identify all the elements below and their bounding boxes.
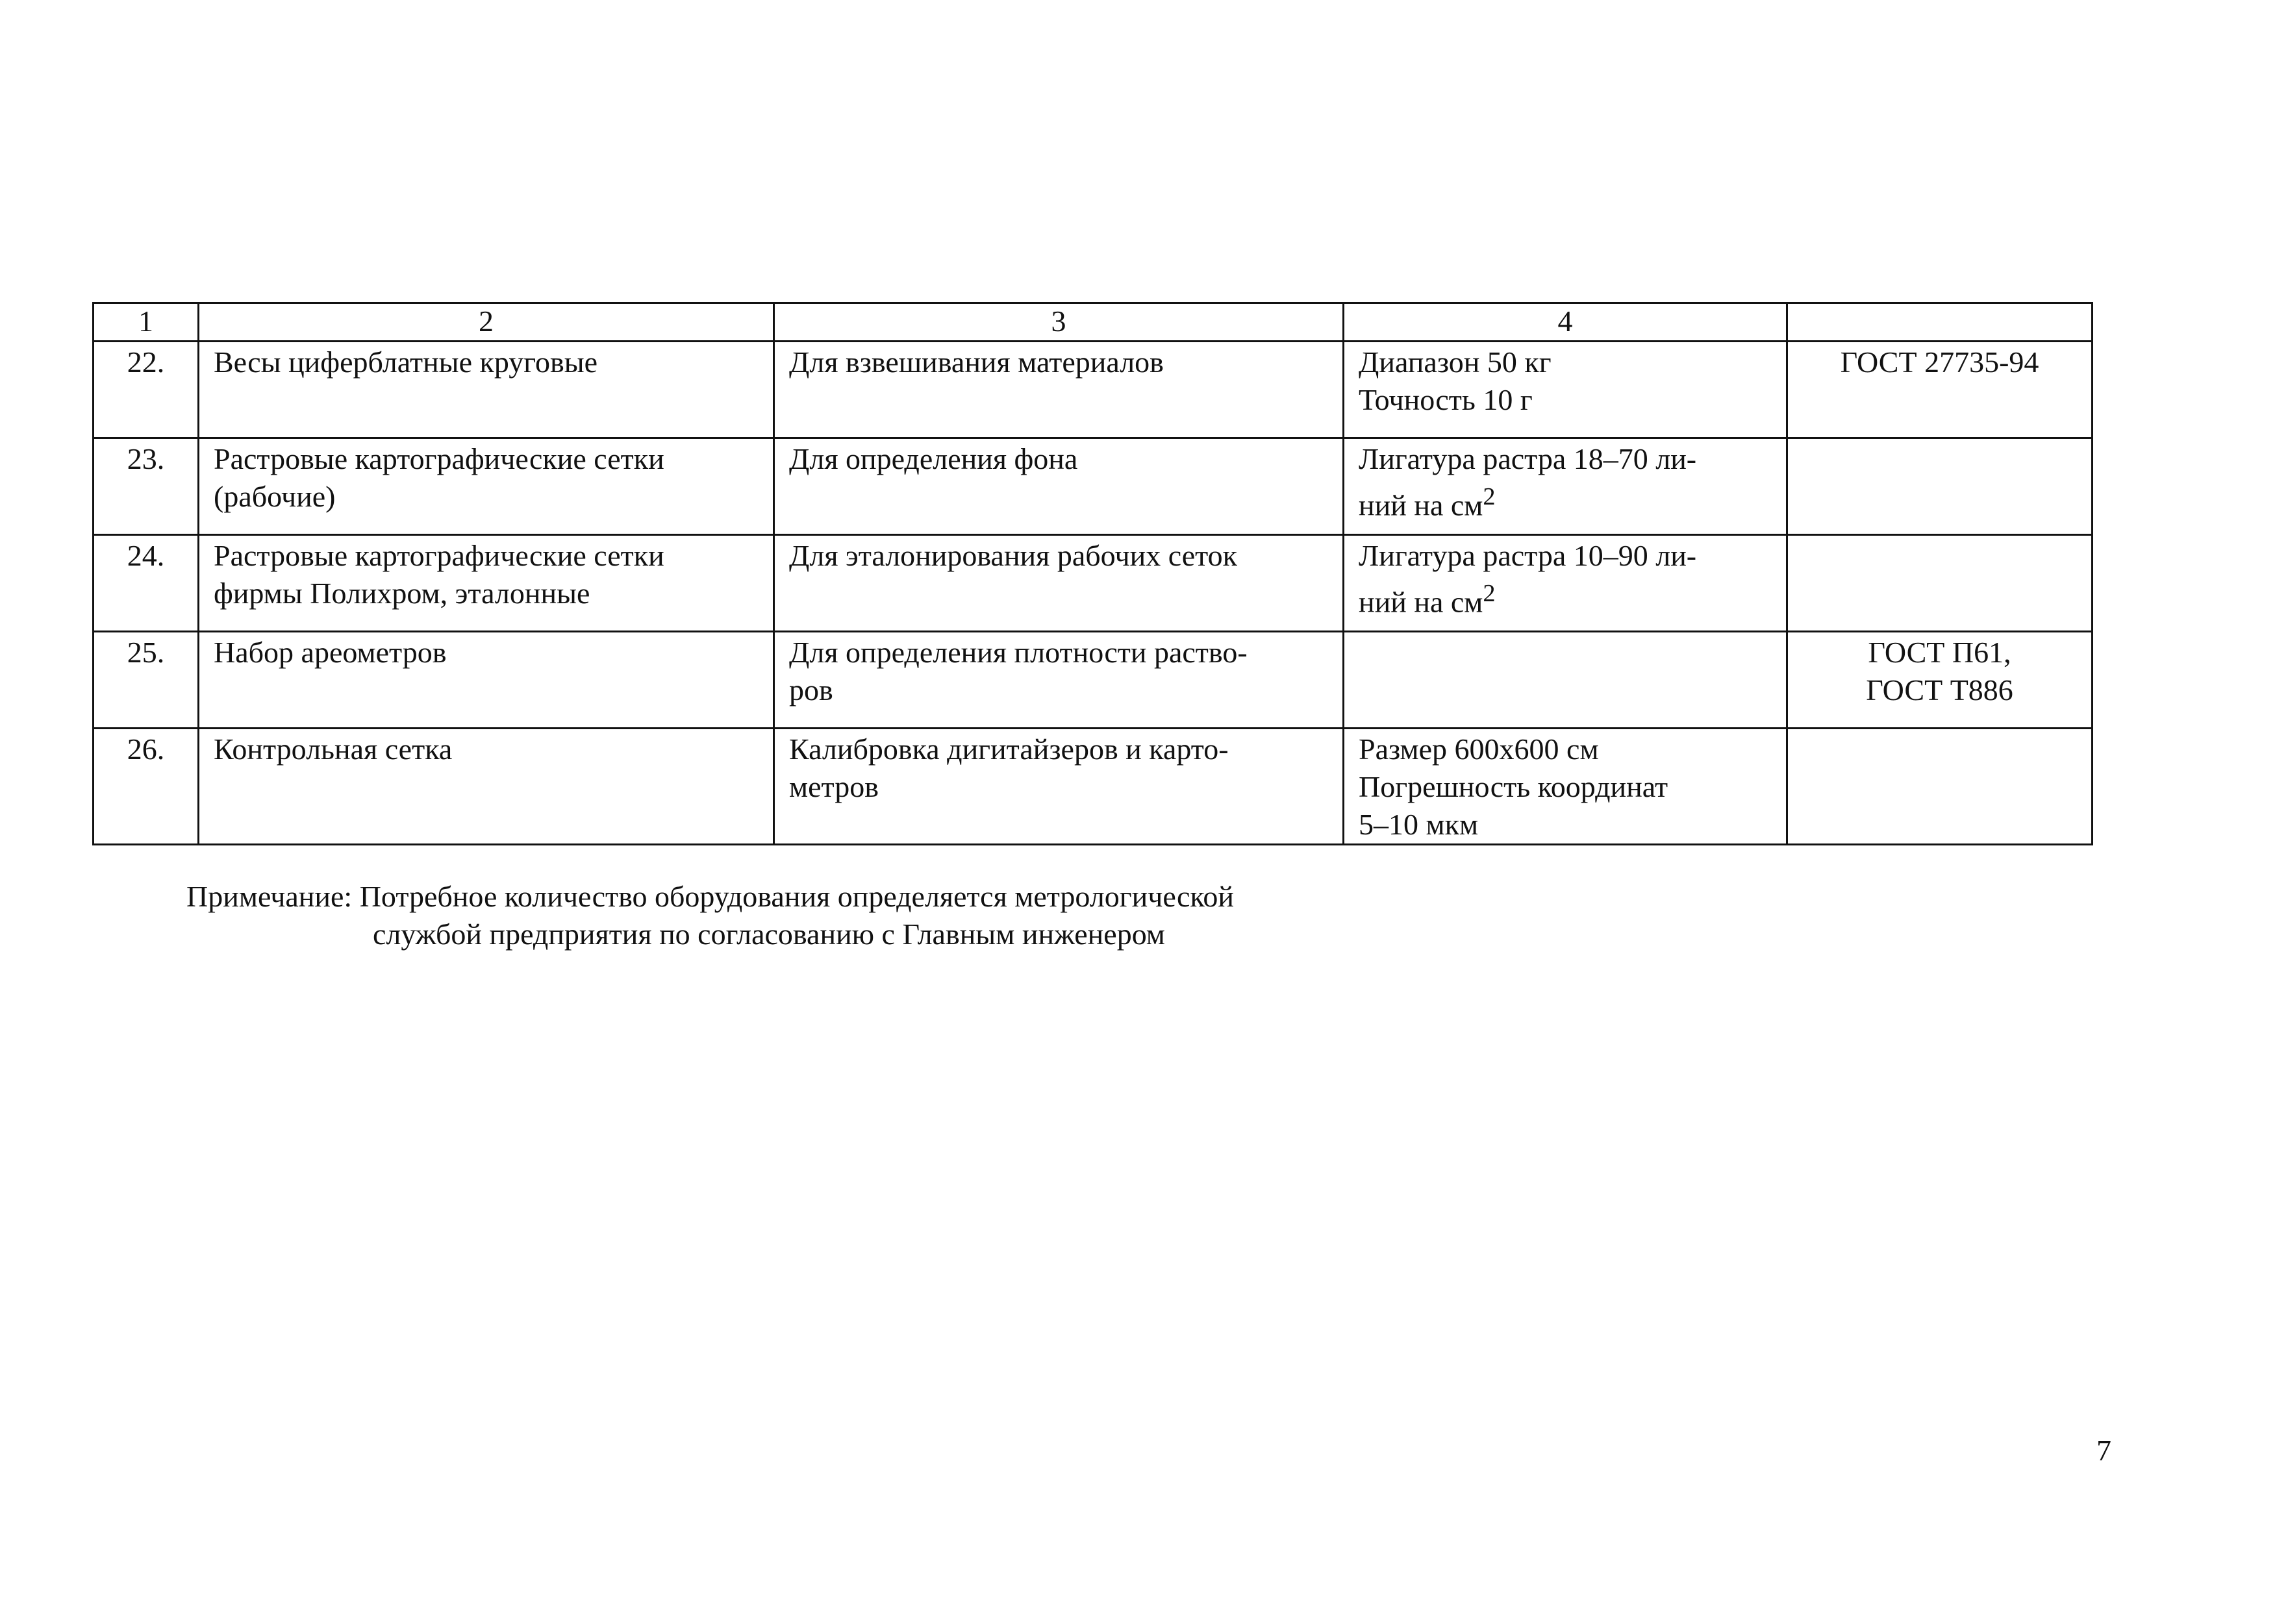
equipment-name: Растровые картографические сетки фирмы Полихром, эталонные <box>199 535 774 632</box>
table-header-row <box>94 303 2093 342</box>
specs-text: Лигатура растра 10–90 ли- ний на см <box>1359 539 1697 619</box>
unit-superscript: 2 <box>1483 483 1496 510</box>
equipment-purpose: Для взвешивания материалов <box>774 342 1344 438</box>
column-number-2: 2 <box>199 303 774 342</box>
equipment-standard: ГОСТ 27735-94 <box>1787 342 2093 438</box>
column-number-4: 4 <box>1344 303 1787 342</box>
table-row <box>94 342 2093 438</box>
row-number: 25. <box>94 632 199 729</box>
equipment-purpose: Для эталонирования рабочих сеток <box>774 535 1344 632</box>
equipment-standard: ГОСТ П61, ГОСТ Т886 <box>1787 632 2093 729</box>
table-row <box>94 632 2093 729</box>
table-row <box>94 729 2093 845</box>
equipment-name: Весы циферблатные круговые <box>199 342 774 438</box>
equipment-name: Набор ареометров <box>199 632 774 729</box>
equipment-purpose: Калибровка дигитайзеров и карто- метров <box>774 729 1344 845</box>
equipment-standard <box>1787 535 2093 632</box>
row-number: 23. <box>94 438 199 535</box>
equipment-specs <box>1344 438 1787 535</box>
equipment-specs <box>1344 632 1787 729</box>
equipment-standard <box>1787 438 2093 535</box>
equipment-table <box>92 302 2093 845</box>
unit-superscript: 2 <box>1483 580 1496 607</box>
column-number-3: 3 <box>774 303 1344 342</box>
equipment-specs <box>1344 535 1787 632</box>
row-number: 22. <box>94 342 199 438</box>
specs-text: Лигатура растра 18–70 ли- ний на см <box>1359 442 1697 522</box>
row-number: 26. <box>94 729 199 845</box>
equipment-specs: Диапазон 50 кг Точность 10 г <box>1344 342 1787 438</box>
table-row <box>94 535 2093 632</box>
column-number-1: 1 <box>94 303 199 342</box>
equipment-standard <box>1787 729 2093 845</box>
equipment-purpose: Для определения фона <box>774 438 1344 535</box>
note-line-1: Примечание: Потребное количество оборудования определяется метрологической <box>186 880 1235 913</box>
note-line-2: службой предприятия по согласованию с Главным инженером <box>373 918 1165 951</box>
equipment-specs: Размер 600х600 см Погрешность координат 5–10 мкм <box>1344 729 1787 845</box>
column-number-5 <box>1787 303 2093 342</box>
equipment-name: Растровые картографические сетки (рабочие) <box>199 438 774 535</box>
table-row <box>94 438 2093 535</box>
page-number: 7 <box>2096 1434 2111 1467</box>
equipment-name: Контрольная сетка <box>199 729 774 845</box>
equipment-purpose: Для определения плотности раство- ров <box>774 632 1344 729</box>
row-number: 24. <box>94 535 199 632</box>
